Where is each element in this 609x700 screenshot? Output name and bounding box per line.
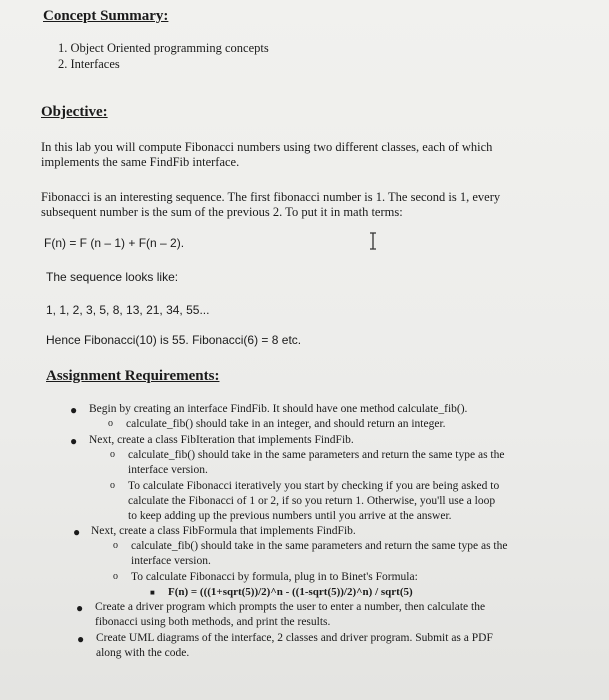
bullet-1a-circle: o	[108, 418, 113, 429]
bullet-2a-line-2: interface version.	[128, 464, 208, 476]
objective-intro-line-2: implements the same FindFib interface.	[41, 155, 240, 169]
bullet-3b-circle: o	[113, 571, 118, 582]
objective-intro-line-1: In this lab you will compute Fibonacci numbers using two different classes, each of which	[41, 140, 493, 154]
bullet-2-dot: ●	[70, 434, 78, 448]
bullet-2b-line-3: to keep adding up the previous numbers until you arrive at the answer.	[128, 510, 452, 522]
sequence-label: The sequence looks like:	[46, 270, 179, 284]
bullet-3-text: Next, create a class FibFormula that implements FindFib.	[91, 525, 356, 537]
bullet-4-line-2: fibonacci using both methods, and print the results.	[95, 616, 331, 628]
bullet-5-line-2: along with the code.	[96, 647, 190, 659]
bullet-3a-line-1: calculate_fib() should take in the same parameters and return the same type as the	[131, 540, 508, 552]
hence-example: Hence Fibonacci(10) is 55. Fibonacci(6) = 8 etc.	[46, 333, 302, 347]
bullet-1-text: Begin by creating an interface FindFib. It should have one method calculate_fib().	[89, 403, 468, 415]
bullet-1-dot: ●	[70, 403, 78, 417]
bullet-2a-circle: o	[110, 449, 115, 460]
sequence-values: 1, 1, 2, 3, 5, 8, 13, 21, 34, 55...	[46, 303, 210, 317]
concept-heading: Concept Summary:	[43, 8, 169, 24]
binet-formula: F(n) = (((1+sqrt(5))/2)^n - ((1-sqrt(5))/2)^n) / sqrt(5)	[168, 586, 413, 598]
concept-item-1: 1. Object Oriented programming concepts	[58, 41, 269, 55]
bullet-3-dot: ●	[73, 525, 81, 539]
bullet-3b-square: ■	[150, 588, 155, 597]
bullet-5-dot: ●	[77, 632, 85, 646]
text-cursor-icon	[367, 232, 379, 250]
assignment-heading: Assignment Requirements:	[46, 368, 220, 384]
concept-item-2: 2. Interfaces	[58, 57, 120, 71]
bullet-4-dot: ●	[76, 601, 84, 615]
bullet-2b-line-2: calculate the Fibonacci of 1 or 2, if so you return 1. Otherwise, you'll use a loop	[128, 495, 496, 507]
bullet-5-line-1: Create UML diagrams of the interface, 2 classes and driver program. Submit as a PDF	[96, 632, 493, 644]
bullet-4-line-1: Create a driver program which prompts the user to enter a number, then calculate the	[95, 601, 486, 613]
bullet-2b-line-1: To calculate Fibonacci iteratively you start by checking if you are being asked to	[128, 480, 500, 492]
bullet-3a-line-2: interface version.	[131, 555, 211, 567]
bullet-3b-text: To calculate Fibonacci by formula, plug in to Binet's Formula:	[131, 571, 418, 583]
objective-heading: Objective:	[41, 104, 108, 120]
bullet-2-text: Next, create a class FibIteration that implements FindFib.	[89, 434, 354, 446]
fibonacci-formula: F(n) = F (n – 1) + F(n – 2).	[44, 236, 185, 250]
fibonacci-para-line-2: subsequent number is the sum of the previous 2. To put it in math terms:	[41, 205, 403, 219]
bullet-1a-text: calculate_fib() should take in an integer, and should return an integer.	[126, 418, 446, 430]
bullet-2a-line-1: calculate_fib() should take in the same parameters and return the same type as the	[128, 449, 505, 461]
fibonacci-para-line-1: Fibonacci is an interesting sequence. The first fibonacci number is 1. The second is 1, every	[41, 190, 501, 204]
bullet-2b-circle: o	[110, 480, 115, 491]
bullet-3a-circle: o	[113, 540, 118, 551]
